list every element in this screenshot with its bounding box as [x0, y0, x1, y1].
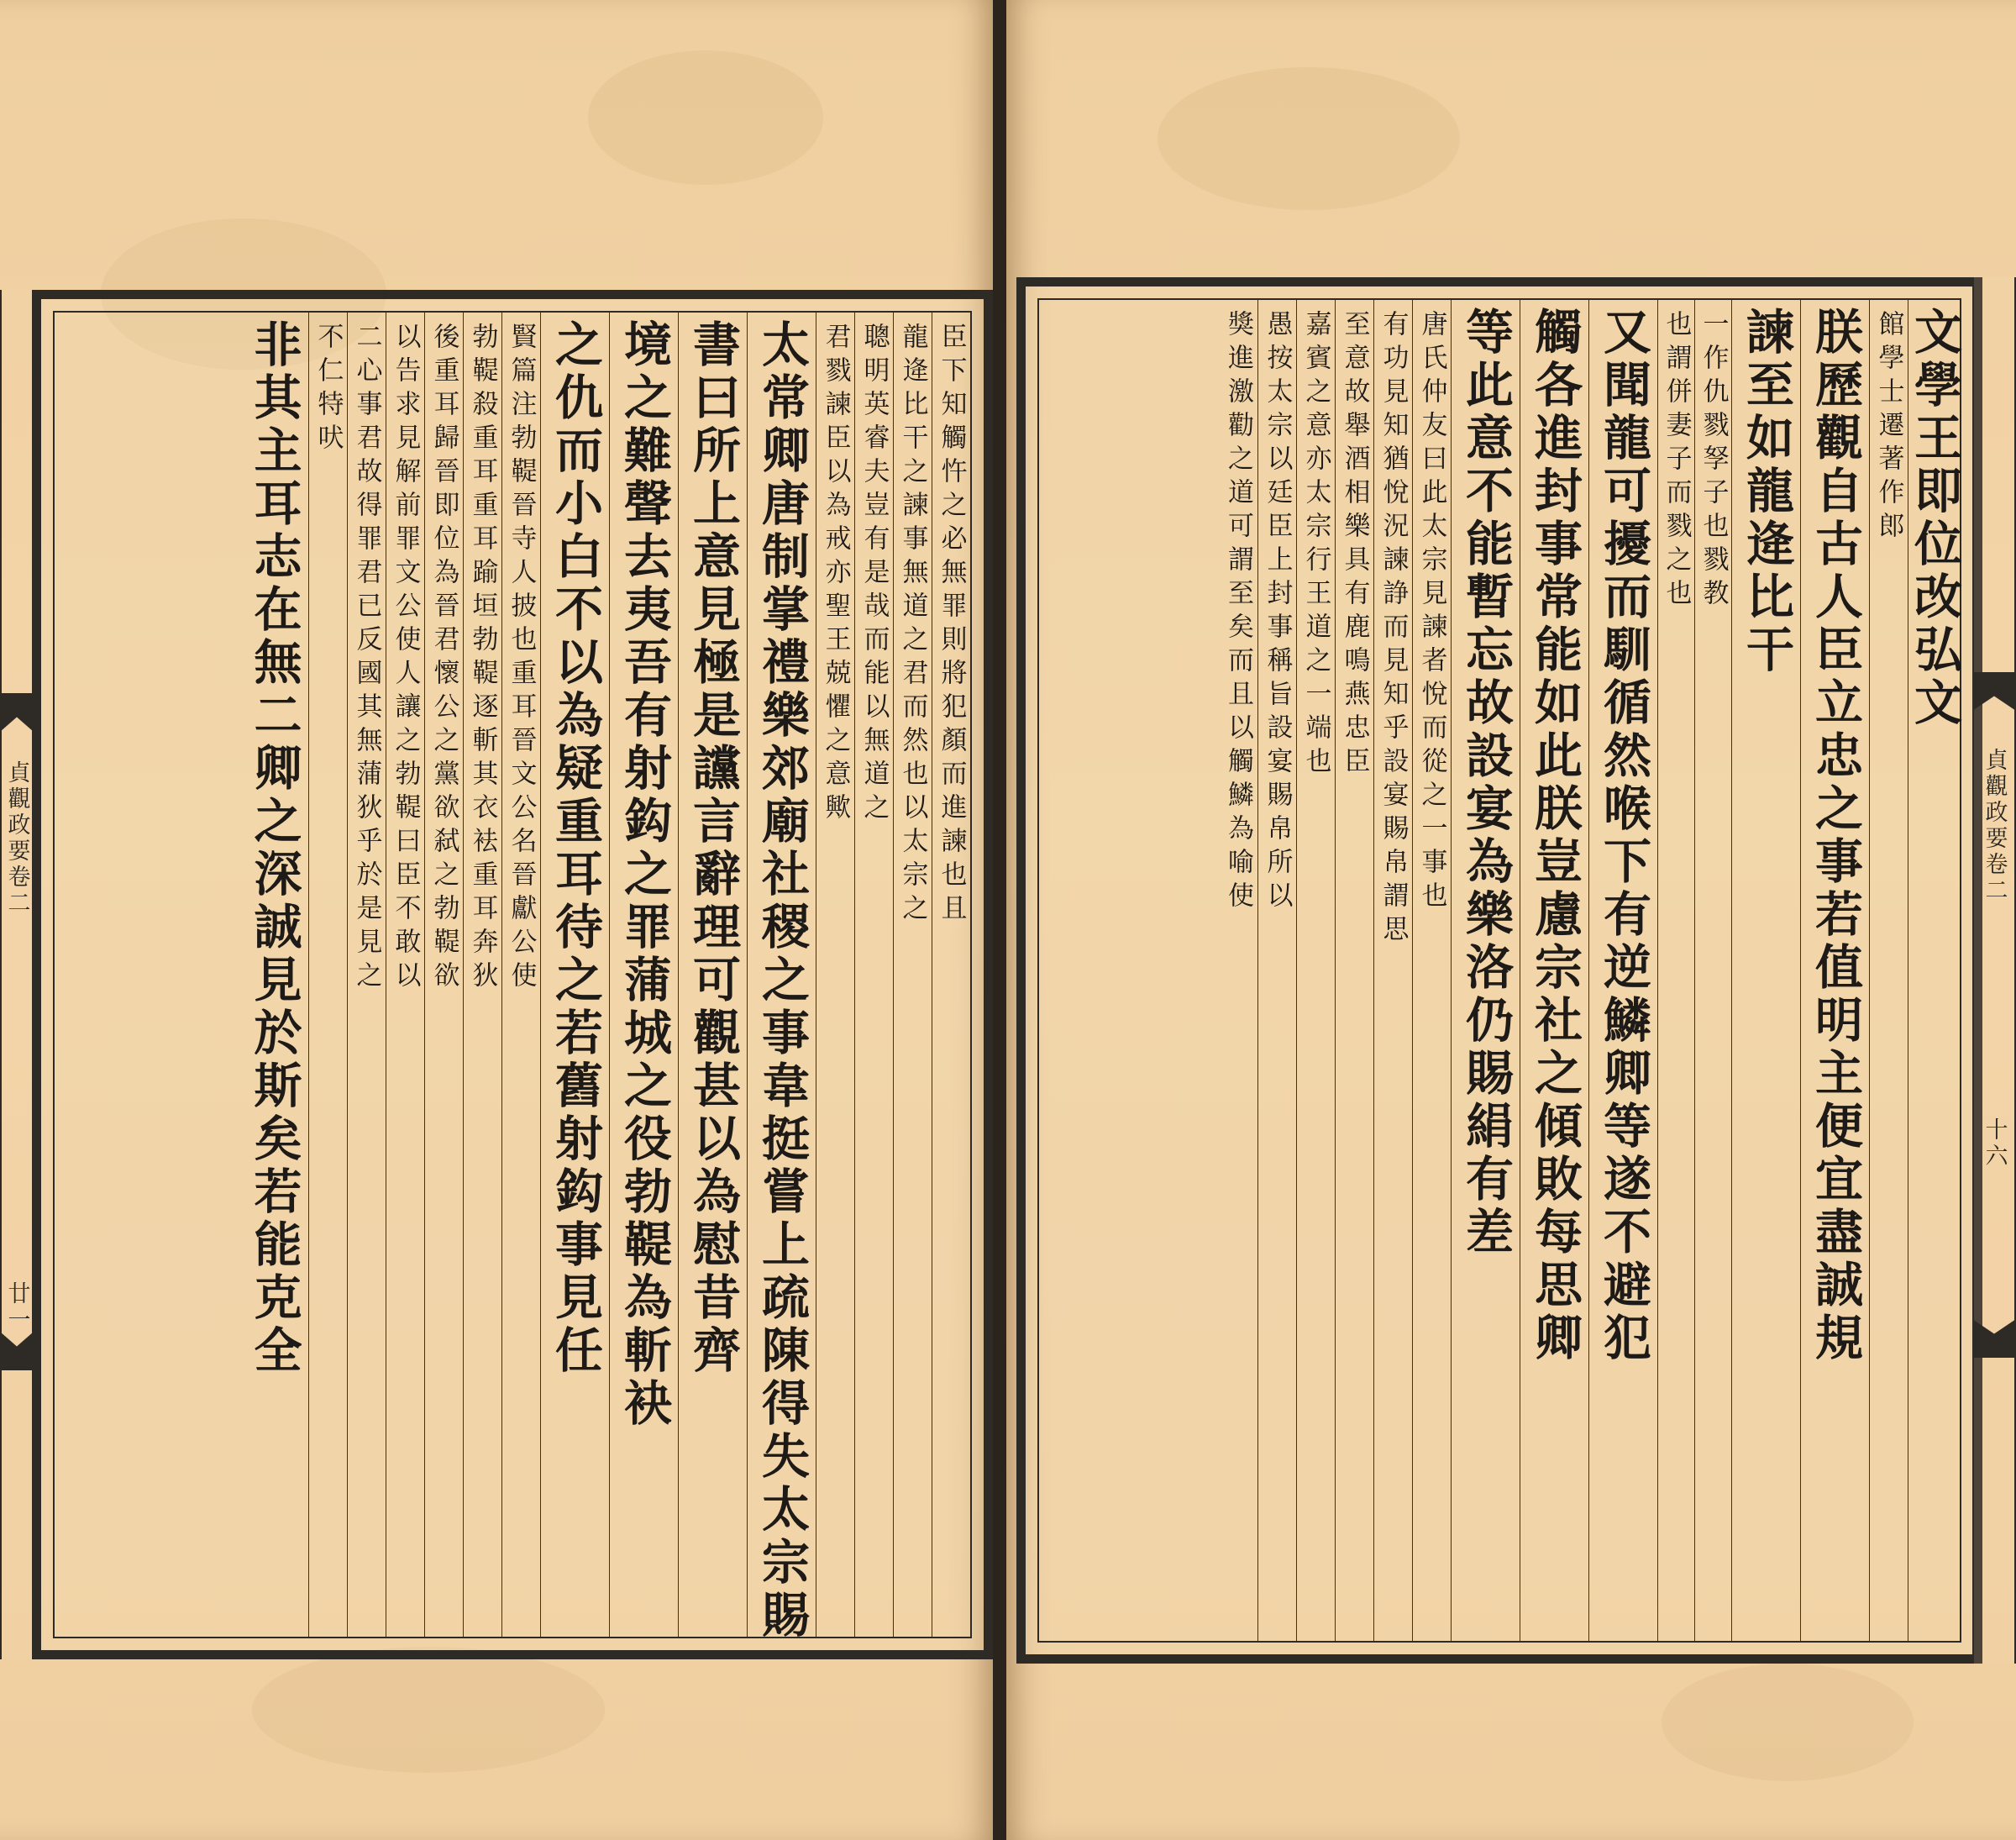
right-page	[1006, 0, 2016, 1840]
commentary-line: 唐氏仲友曰此太宗見諫者悅而從之一事也	[1416, 310, 1447, 915]
text-column	[932, 313, 970, 1637]
commentary-line: 二心事君故得罪君已反國其無蒲狄乎於是見之	[351, 323, 382, 995]
text-column	[1657, 300, 1694, 1641]
text-column	[347, 313, 386, 1637]
text-column	[386, 313, 424, 1637]
commentary-line: 賢篇注勃鞮晉寺人披也重耳晉文公名晉獻公使	[506, 323, 537, 995]
commentary-line: 龍逄比干之諫事無道之君而然也以太宗之	[897, 323, 928, 928]
commentary-line: 也謂併妻子而戮之也	[1661, 310, 1692, 612]
main-text-line: 諫至如龍逄比干	[1738, 307, 1795, 677]
commentary-line: 勃鞮殺重耳重耳踰垣勃鞮逐斬其衣袪重耳奔狄	[467, 323, 498, 995]
text-column	[1257, 300, 1296, 1641]
commentary-line: 至意故舉酒相樂具有鹿鳴燕忠臣	[1339, 310, 1370, 781]
text-column	[308, 313, 347, 1637]
text-column	[1520, 300, 1588, 1641]
text-column	[678, 313, 747, 1637]
text-column	[1296, 300, 1335, 1641]
main-text-line: 等此意不能暫忘故設宴為樂洛仍賜絹有差	[1457, 307, 1515, 1259]
commentary-line: 獎進激勸之道可謂至矣而且以觸鱗為喻使	[1223, 310, 1253, 915]
right-frame	[1016, 277, 1982, 1664]
left-strip-page: 廿一	[3, 1281, 30, 1333]
left-strip-title: 貞觀政要卷二	[3, 760, 30, 917]
text-column	[747, 313, 816, 1643]
right-strip-title: 貞觀政要卷二	[1981, 748, 2008, 904]
main-text-line: 境之難聲去夷吾有射鈎之罪蒲城之役勃鞮為斬袂	[616, 319, 673, 1431]
text-column	[609, 313, 678, 1637]
main-text-line: 又聞龍可擾而馴循然喉下有逆鱗卿等遂不避犯	[1595, 307, 1652, 1365]
text-column	[1588, 300, 1657, 1641]
commentary-line: 愚按太宗以廷臣上封事稱旨設宴賜帛所以	[1262, 310, 1293, 915]
commentary-line: 有功見知猶悅況諫諍而見知乎設宴賜帛謂思	[1378, 310, 1409, 949]
commentary-line: 一作仇戮孥子也戮教	[1698, 310, 1729, 612]
left-fold-strip	[0, 290, 34, 1659]
main-text-line: 書曰所上意見極是讜言辭理可觀甚以為慰昔齊	[685, 319, 742, 1378]
main-text-line: 朕歷觀自古人臣立忠之事若值明主便宜盡誠規	[1807, 307, 1864, 1365]
commentary-line: 以告求見解前罪文公使人讓之勃鞮曰臣不敢以	[390, 323, 421, 995]
main-text-line: 觸各進封事常能如此朕豈慮宗社之傾敗每思卿	[1526, 307, 1583, 1365]
text-column	[1800, 300, 1869, 1641]
commentary-line: 館學士遷著作郎	[1873, 310, 1904, 545]
text-column	[239, 313, 308, 1637]
main-text-line: 之仇而小白不以為疑重耳待之若舊射鈎事見任	[547, 319, 604, 1378]
right-strip-page: 十六	[1981, 1117, 2008, 1170]
main-text-line: 文學王即位改弘文	[1906, 307, 1963, 730]
text-column	[501, 313, 540, 1637]
text-column	[1335, 300, 1373, 1641]
text-column	[1219, 300, 1257, 1641]
text-column	[540, 313, 609, 1637]
commentary-line: 後重耳歸晉即位為晉君懷公之黨欲弑之勃鞮欲	[428, 323, 459, 995]
commentary-line: 君戮諫臣以為戒亦聖王兢懼之意歟	[820, 323, 851, 827]
commentary-line: 聰明英睿夫豈有是哉而能以無道之	[858, 323, 890, 827]
main-text-line: 太常卿唐制掌禮樂郊廟社稷之事韋挺嘗上疏陳得失太宗賜	[753, 319, 811, 1643]
text-column	[1694, 300, 1731, 1641]
text-column	[1451, 300, 1520, 1641]
text-column	[1869, 300, 1908, 1641]
text-column	[463, 313, 501, 1637]
commentary-line: 臣下知觸忤之必無罪則將犯顏而進諫也且	[936, 323, 967, 928]
commentary-line: 嘉賓之意亦太宗行王道之一端也	[1300, 310, 1331, 781]
left-page	[0, 0, 993, 1840]
left-text-columns	[55, 313, 970, 1643]
text-column	[854, 313, 893, 1637]
text-column	[816, 313, 854, 1637]
text-column	[893, 313, 932, 1637]
text-column	[1906, 300, 1963, 1641]
right-text-columns	[1039, 300, 1963, 1641]
main-text-line: 非其主耳志在無二卿之深誠見於斯矣若能克全	[246, 319, 302, 1378]
right-fold-strip	[1972, 277, 2016, 1664]
text-column	[1731, 300, 1800, 1641]
text-column	[1412, 300, 1451, 1641]
text-column	[424, 313, 463, 1637]
commentary-line: 不仁特吠	[312, 323, 344, 457]
text-column	[1373, 300, 1412, 1641]
left-frame	[32, 290, 993, 1659]
